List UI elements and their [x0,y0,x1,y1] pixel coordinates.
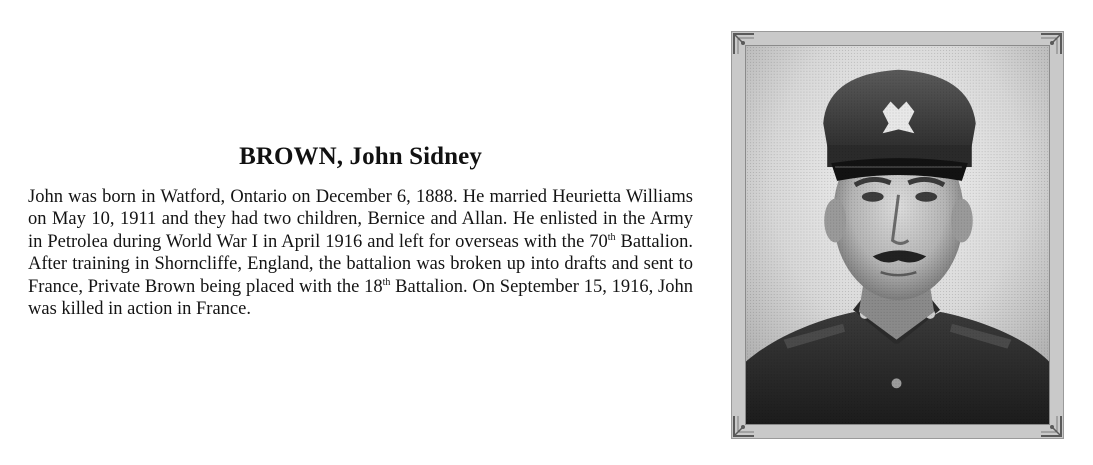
portrait-photo [745,45,1050,425]
portrait-frame [731,31,1064,439]
biography-text [28,186,693,320]
ordinal-suffix-18th: th [382,276,391,288]
frame-corner-ornament-icon [732,32,756,56]
frame-corner-ornament-icon [1039,414,1063,438]
biography-section [28,140,693,320]
bio-text-part-2: Battalion. After training in Shorncliffe, England, the battalion was broken up into drafts and sent to France, Private Brown being placed with the 18 [28,231,693,297]
bio-text-part-3: Battalion. On September 15, 1916, John was killed in action in France. [28,276,693,320]
frame-corner-ornament-icon [1039,32,1063,56]
frame-corner-ornament-icon [732,414,756,438]
soldier-portrait-image [746,46,1049,424]
ordinal-suffix-70th: th [607,231,616,243]
bio-text-part-1: John was born in Watford, Ontario on December 6, 1888. He married Heurietta Williams on May 10, 1911 and they had two children, Bernice and Allan. He enlisted in the Army in Petrolea during World War I in April 1916 and left for overseas with the 70 [28,187,693,252]
entry-heading: BROWN, John Sidney [239,143,482,170]
